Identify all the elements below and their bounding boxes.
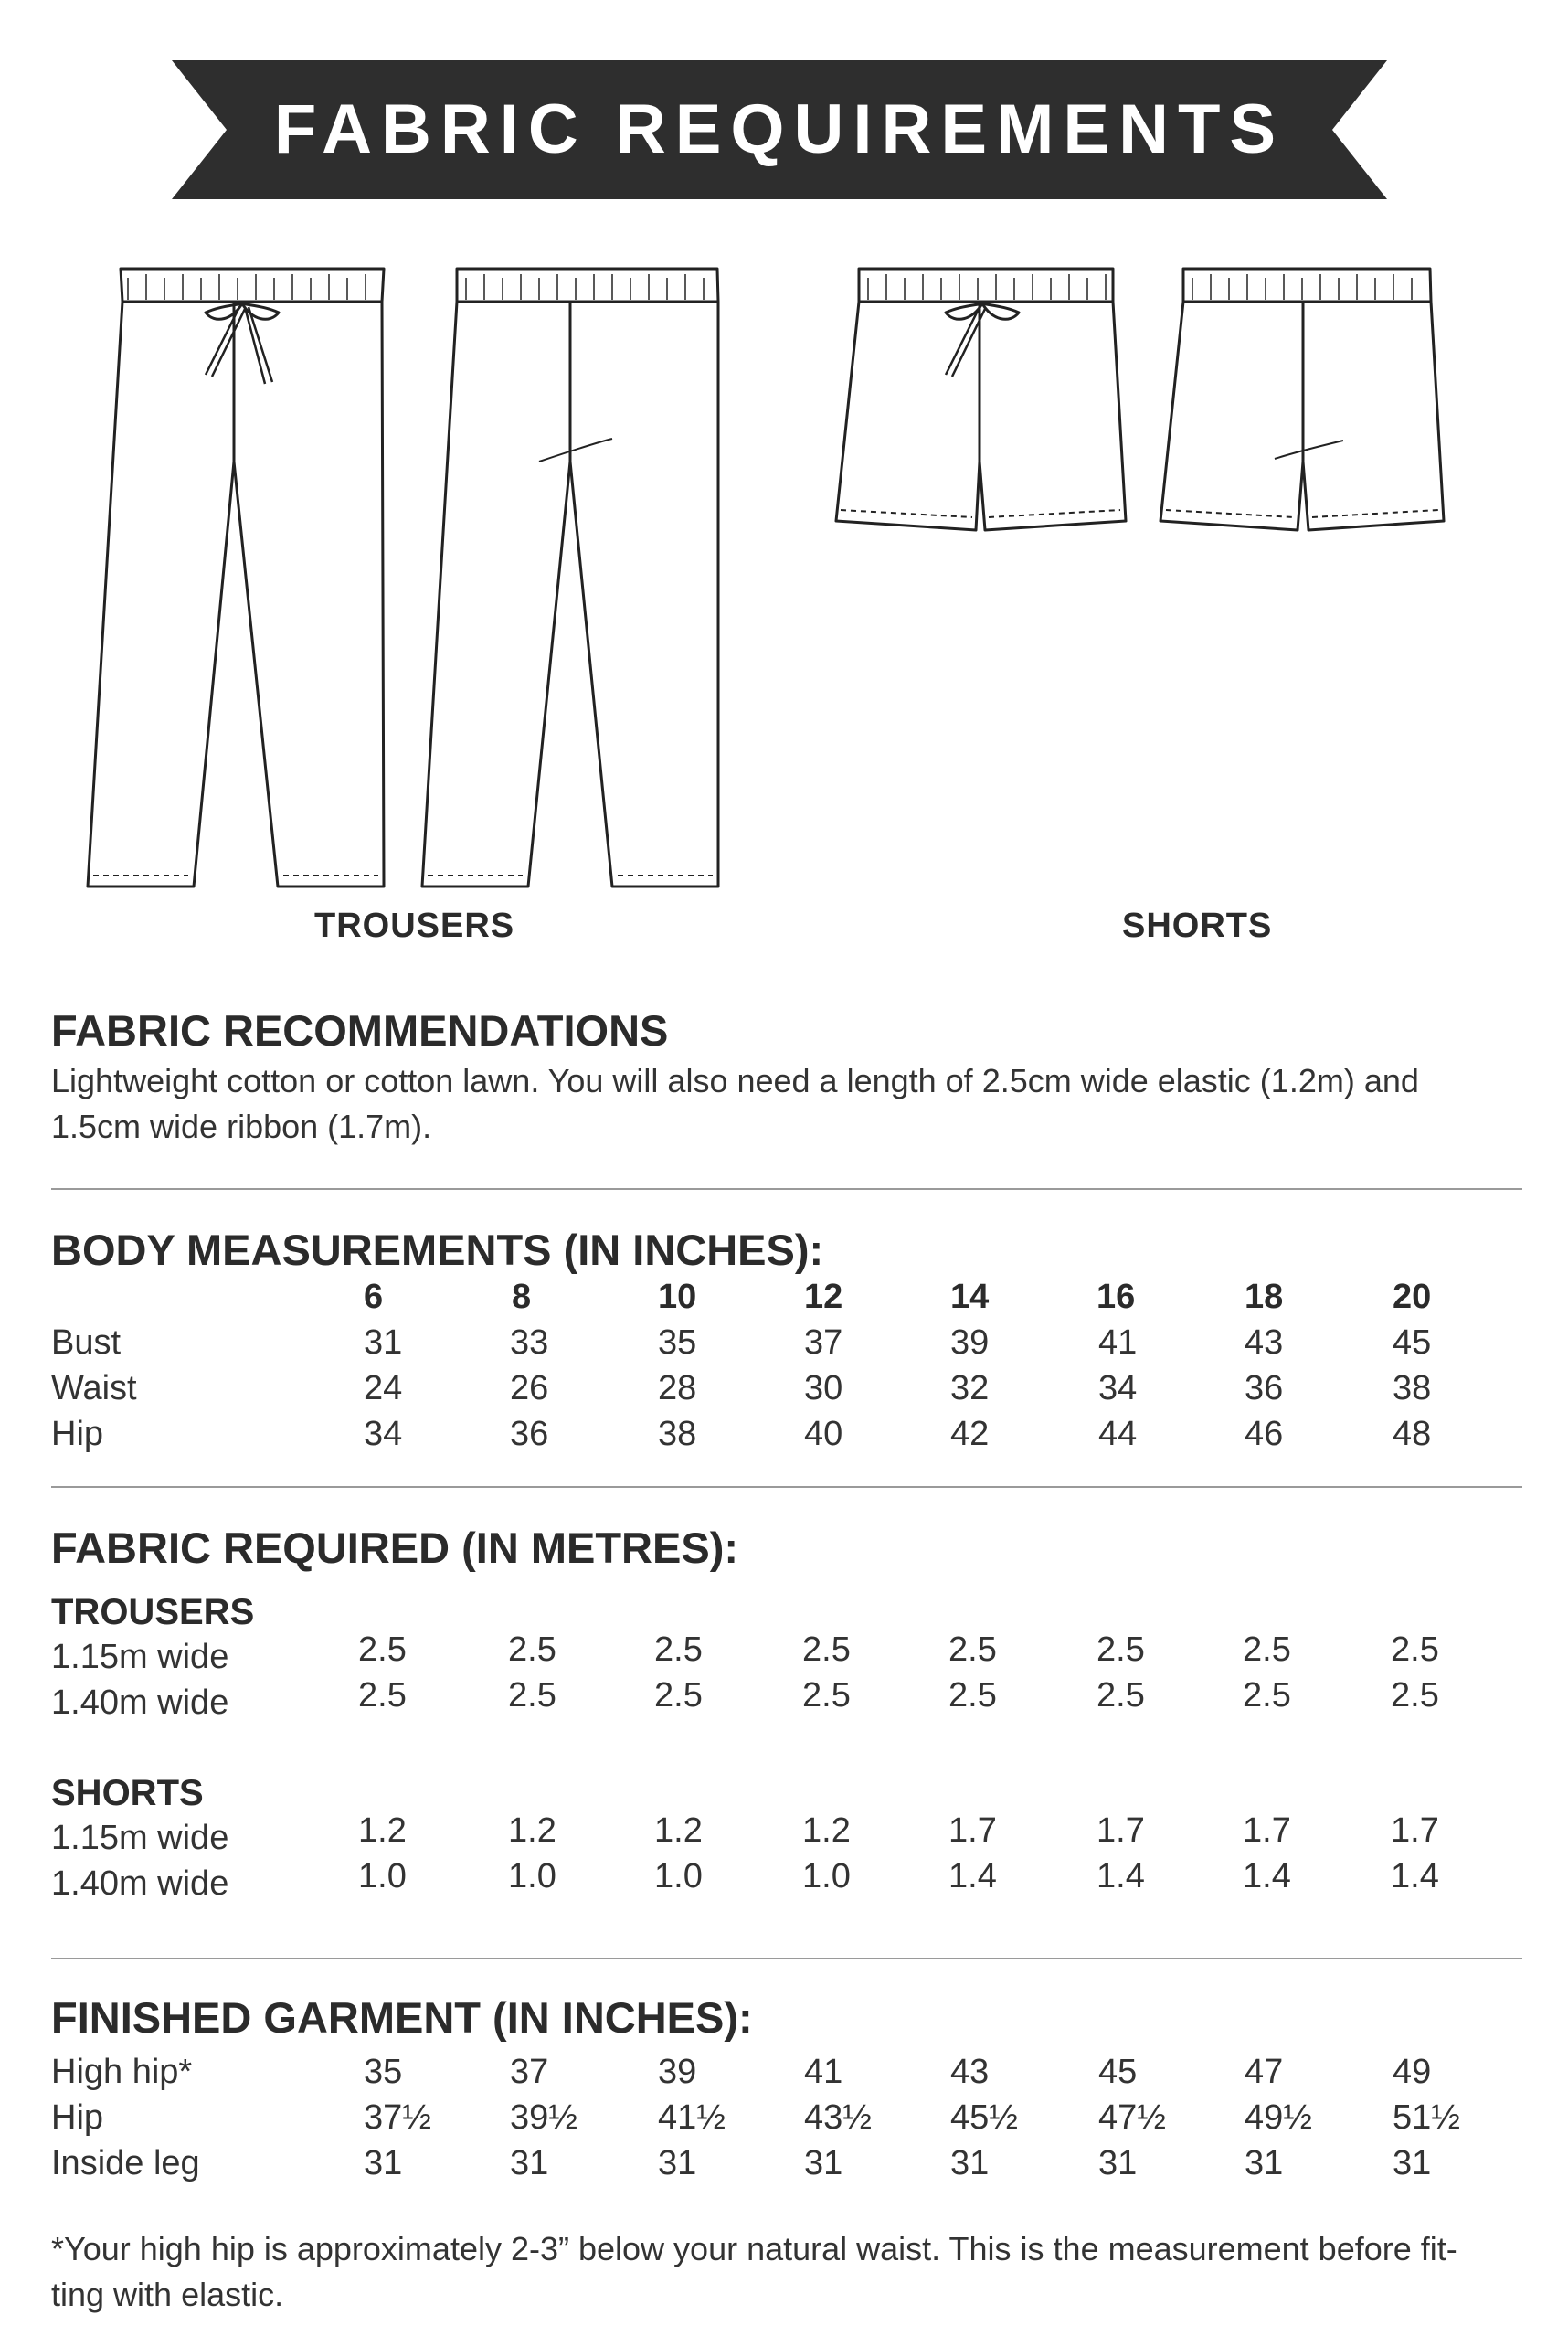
row-label: Inside leg [51, 2144, 200, 2182]
table-cell: 1.0 [802, 1857, 851, 1895]
table-cell: 51½ [1393, 2098, 1460, 2137]
table-cell: 2.5 [802, 1676, 851, 1715]
shorts-back-drawing [1160, 269, 1444, 530]
row-label: Hip [51, 1415, 104, 1453]
table-cell: 31 [510, 2144, 549, 2182]
table-cell: 28 [658, 1369, 697, 1407]
table-cell: 1.0 [508, 1857, 556, 1895]
trousers-caption: TROUSERS [314, 907, 515, 945]
row-label: 1.40m wide [51, 1683, 229, 1722]
table-cell: 1.2 [654, 1811, 703, 1850]
table-cell: 31 [1245, 2144, 1284, 2182]
size-header: 10 [658, 1278, 697, 1316]
divider [51, 1188, 1522, 1190]
recommendations-heading: FABRIC RECOMMENDATIONS [51, 1006, 669, 1055]
table-cell: 38 [658, 1415, 697, 1453]
row-label: High hip* [51, 2053, 193, 2091]
table-cell: 34 [1098, 1369, 1138, 1407]
table-cell: 36 [1245, 1369, 1284, 1407]
size-header: 8 [512, 1278, 532, 1316]
footnote-line-1: *Your high hip is approximately 2-3” below your natural waist. This is the measurement before fit- [51, 2230, 1457, 2267]
shorts-front-drawing [836, 269, 1126, 530]
finished-garment-heading: FINISHED GARMENT (IN INCHES): [51, 1993, 753, 2042]
table-cell: 31 [364, 1323, 403, 1362]
table-cell: 41 [804, 2053, 843, 2091]
table-cell: 46 [1245, 1415, 1284, 1453]
table-row [0, 1369, 1568, 1415]
table-cell: 1.7 [1391, 1811, 1439, 1850]
table-cell: 45 [1098, 2053, 1138, 2091]
recommendations-text-line-2: 1.5cm wide ribbon (1.7m). [51, 1108, 432, 1145]
size-header: 14 [950, 1278, 990, 1316]
table-cell: 1.2 [358, 1811, 407, 1850]
shorts-caption: SHORTS [1122, 907, 1273, 945]
table-cell: 45 [1393, 1323, 1432, 1362]
table-cell: 31 [804, 2144, 843, 2182]
table-cell: 2.5 [508, 1676, 556, 1715]
table-cell: 43 [1245, 1323, 1284, 1362]
table-cell: 40 [804, 1415, 843, 1453]
page-title: FABRIC REQUIREMENTS [273, 90, 1286, 168]
table-row [0, 2053, 1568, 2098]
table-cell: 2.5 [1243, 1630, 1291, 1669]
trousers-back-drawing [422, 269, 718, 887]
size-header-row [0, 1278, 1568, 1323]
footnote-line-2: ting with elastic. [51, 2276, 284, 2313]
table-row [0, 1415, 1568, 1460]
fabric-required-heading: FABRIC REQUIRED (IN METRES): [51, 1524, 738, 1572]
table-row [0, 2098, 1568, 2144]
table-cell: 31 [1393, 2144, 1432, 2182]
table-cell: 2.5 [358, 1630, 407, 1669]
table-cell: 2.5 [654, 1676, 703, 1715]
table-cell: 41½ [658, 2098, 726, 2137]
table-cell: 32 [950, 1369, 990, 1407]
trousers-group-title: TROUSERS [51, 1592, 255, 1632]
size-header: 18 [1245, 1278, 1284, 1316]
table-cell: 31 [950, 2144, 990, 2182]
table-cell: 2.5 [802, 1630, 851, 1669]
row-label: 1.40m wide [51, 1864, 229, 1903]
table-cell: 1.0 [358, 1857, 407, 1895]
table-cell: 43 [950, 2053, 990, 2091]
table-cell: 2.5 [1097, 1676, 1145, 1715]
table-cell: 2.5 [1391, 1630, 1439, 1669]
garment-illustrations [0, 247, 1568, 923]
table-cell: 35 [658, 1323, 697, 1362]
table-cell: 34 [364, 1415, 403, 1453]
shorts-group-title: SHORTS [51, 1773, 204, 1813]
trousers-front-drawing [88, 269, 384, 887]
table-cell: 39 [950, 1323, 990, 1362]
table-cell: 31 [658, 2144, 697, 2182]
table-cell: 1.4 [1243, 1857, 1291, 1895]
table-cell: 2.5 [508, 1630, 556, 1669]
row-label: Bust [51, 1323, 122, 1362]
table-cell: 43½ [804, 2098, 872, 2137]
table-cell: 48 [1393, 1415, 1432, 1453]
table-cell: 49½ [1245, 2098, 1312, 2137]
table-cell: 30 [804, 1369, 843, 1407]
table-cell: 45½ [950, 2098, 1018, 2137]
table-cell: 26 [510, 1369, 549, 1407]
body-measurements-heading: BODY MEASUREMENTS (IN INCHES): [51, 1226, 824, 1274]
table-cell: 1.0 [654, 1857, 703, 1895]
table-cell: 37 [804, 1323, 843, 1362]
table-row [0, 1857, 1568, 1910]
table-row [0, 2144, 1568, 2190]
table-cell: 33 [510, 1323, 549, 1362]
table-cell: 42 [950, 1415, 990, 1453]
table-cell: 41 [1098, 1323, 1138, 1362]
row-label: Hip [51, 2098, 104, 2137]
table-cell: 24 [364, 1369, 403, 1407]
table-cell: 2.5 [358, 1676, 407, 1715]
size-header: 6 [364, 1278, 384, 1316]
table-row [0, 1323, 1568, 1369]
size-header: 16 [1097, 1278, 1136, 1316]
table-cell: 1.4 [1391, 1857, 1439, 1895]
table-cell: 2.5 [948, 1676, 997, 1715]
divider [51, 1958, 1522, 1959]
table-cell: 44 [1098, 1415, 1138, 1453]
table-cell: 49 [1393, 2053, 1432, 2091]
table-cell: 37½ [364, 2098, 431, 2137]
table-row [0, 1676, 1568, 1729]
title-banner [172, 60, 1387, 199]
table-cell: 2.5 [654, 1630, 703, 1669]
recommendations-text-line-1: Lightweight cotton or cotton lawn. You will also need a length of 2.5cm wide elastic (1.2m) and [51, 1062, 1419, 1099]
table-cell: 1.4 [1097, 1857, 1145, 1895]
table-cell: 31 [364, 2144, 403, 2182]
table-cell: 2.5 [948, 1630, 997, 1669]
table-cell: 2.5 [1243, 1676, 1291, 1715]
table-cell: 1.7 [1097, 1811, 1145, 1850]
table-cell: 47½ [1098, 2098, 1166, 2137]
table-cell: 1.2 [508, 1811, 556, 1850]
divider [51, 1486, 1522, 1488]
size-header: 12 [804, 1278, 843, 1316]
table-cell: 1.2 [802, 1811, 851, 1850]
table-cell: 2.5 [1097, 1630, 1145, 1669]
table-cell: 37 [510, 2053, 549, 2091]
table-cell: 39 [658, 2053, 697, 2091]
table-cell: 38 [1393, 1369, 1432, 1407]
row-label: 1.15m wide [51, 1819, 229, 1857]
table-cell: 1.7 [948, 1811, 997, 1850]
row-label: Waist [51, 1369, 137, 1407]
table-cell: 47 [1245, 2053, 1284, 2091]
table-cell: 35 [364, 2053, 403, 2091]
table-cell: 39½ [510, 2098, 577, 2137]
table-cell: 31 [1098, 2144, 1138, 2182]
size-header: 20 [1393, 1278, 1432, 1316]
table-cell: 36 [510, 1415, 549, 1453]
table-cell: 2.5 [1391, 1676, 1439, 1715]
table-cell: 1.7 [1243, 1811, 1291, 1850]
table-cell: 1.4 [948, 1857, 997, 1895]
row-label: 1.15m wide [51, 1638, 229, 1676]
